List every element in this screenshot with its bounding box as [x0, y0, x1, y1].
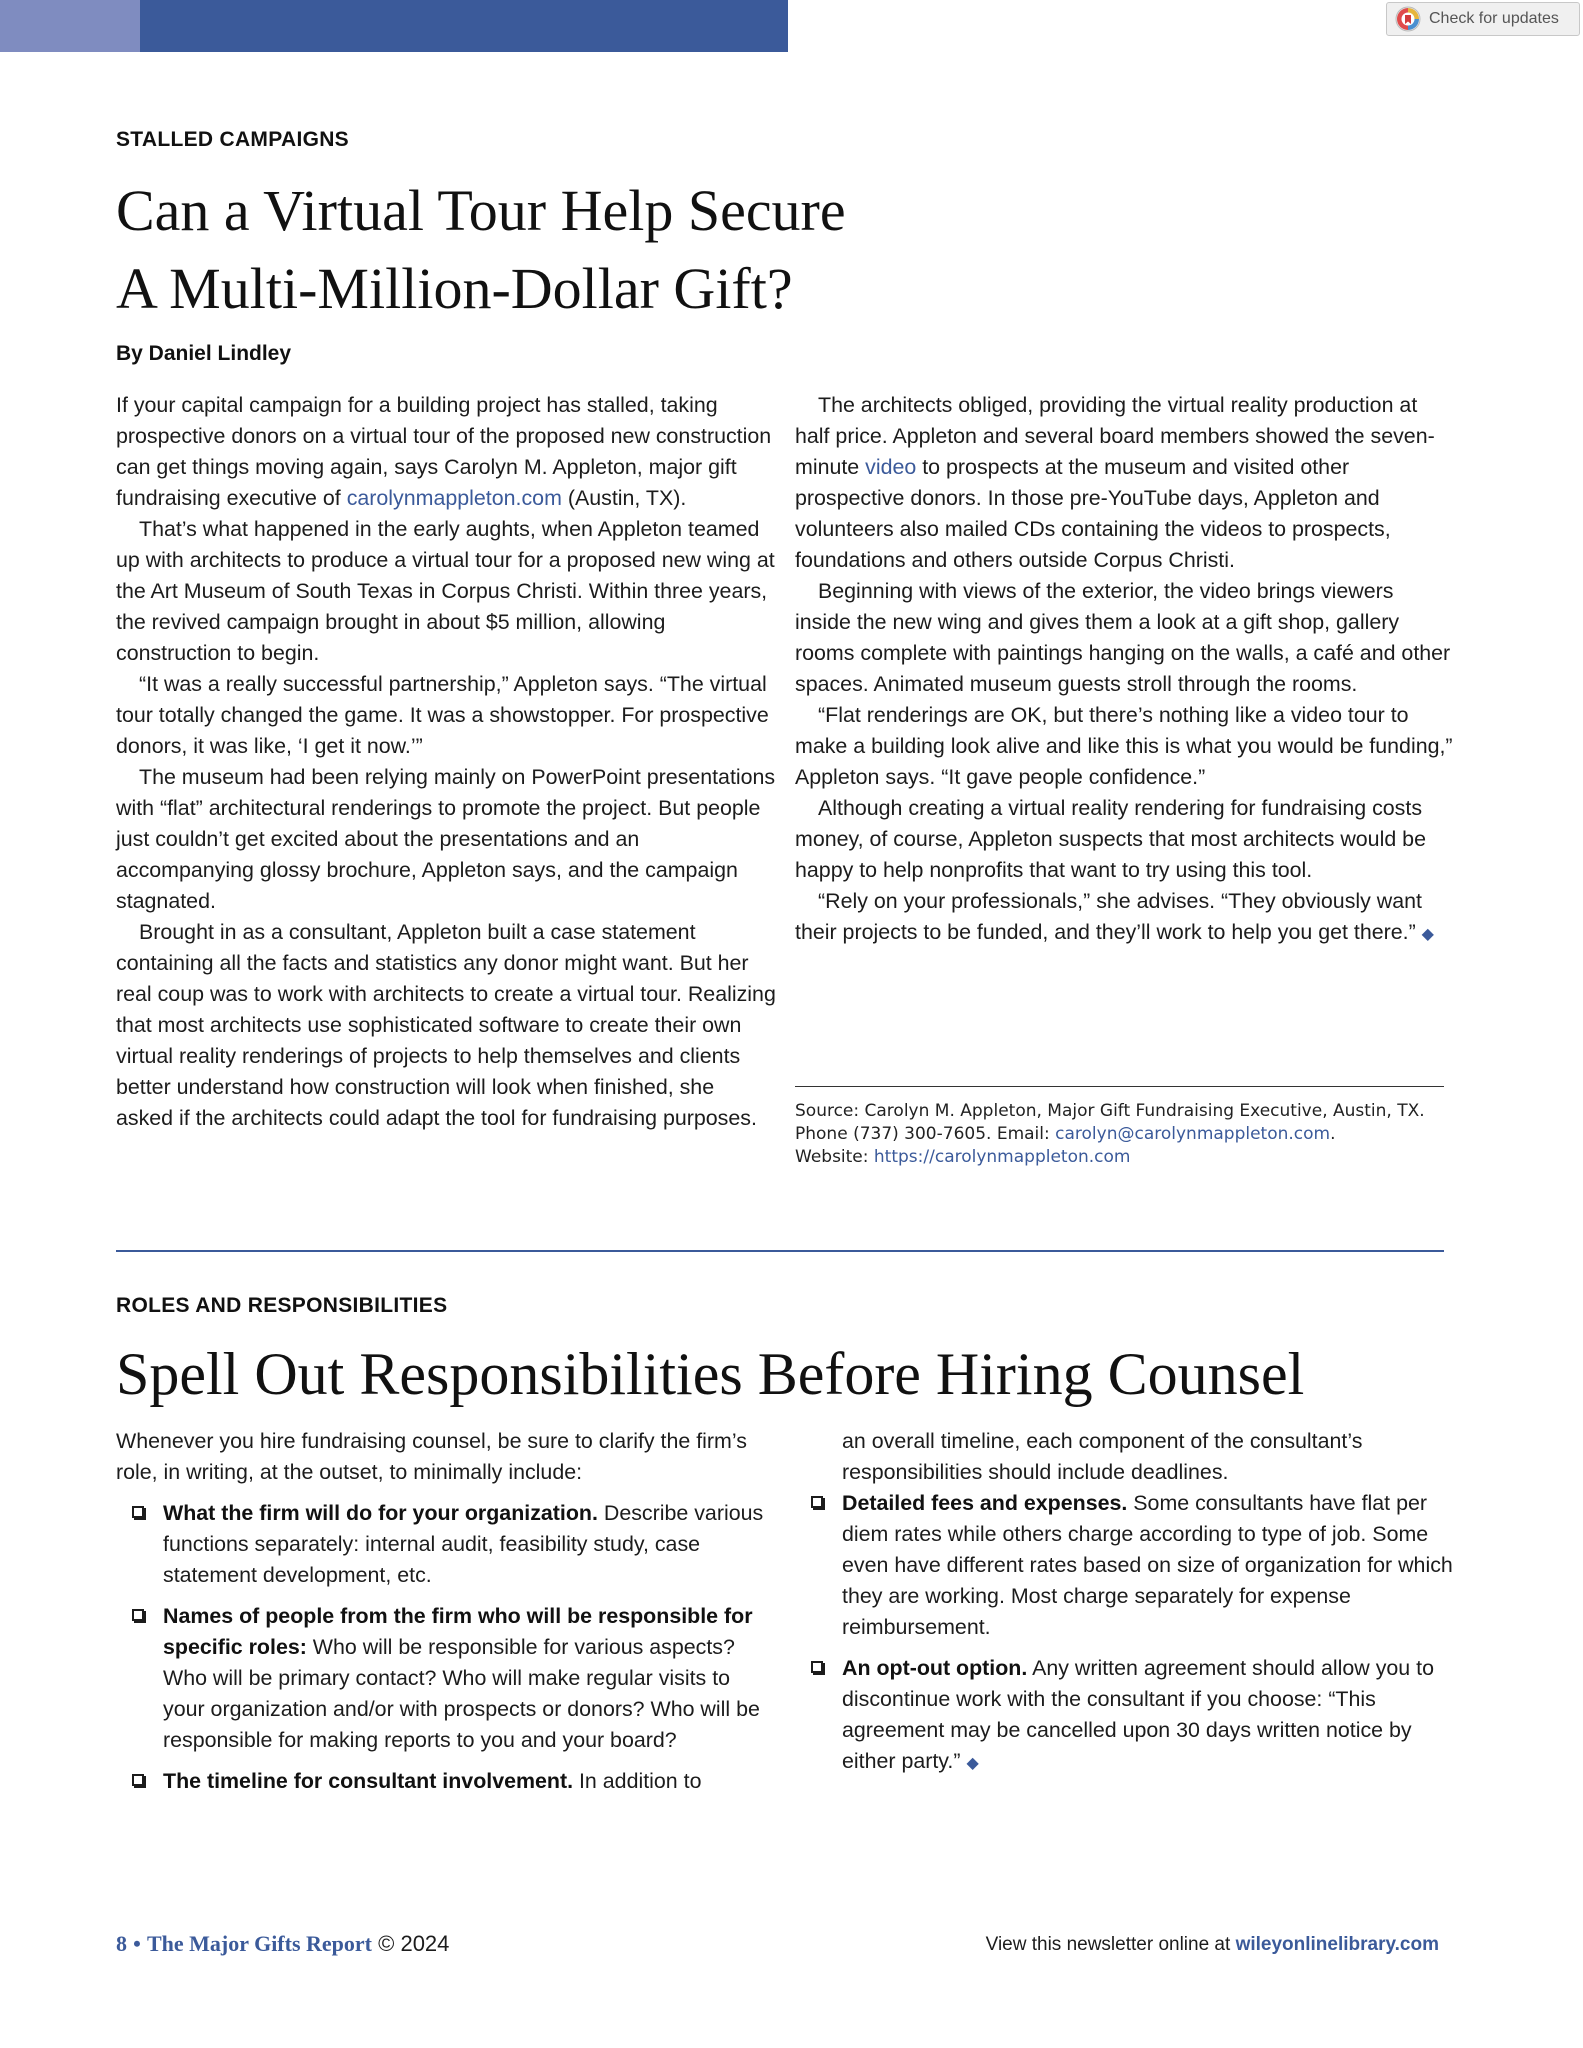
footer-bullet: • — [133, 1931, 141, 1956]
checkbox-bullet-icon — [811, 1661, 823, 1673]
section-divider — [116, 1250, 1444, 1252]
list-item: An opt-out option. Any written agreement should allow you to discontinue work with the consultant if you choose: “This agreement may be cancelled upon 30 days written notice by either party.” ◆ — [795, 1653, 1455, 1779]
section-label-roles: ROLES AND RESPONSIBILITIES — [116, 1294, 448, 1317]
checkbox-bullet-icon — [811, 1496, 823, 1508]
byline: By Daniel Lindley — [116, 342, 292, 365]
list-item-continued: an overall timeline, each component of the consultant’s responsibilities should include deadlines. — [842, 1429, 1363, 1484]
footer-online: View this newsletter online at wileyonlinelibrary.com — [985, 1934, 1439, 1955]
website-link[interactable]: https://carolynmappleton.com — [873, 1147, 1131, 1167]
end-mark-diamond-icon: ◆ — [1421, 926, 1434, 943]
end-mark-diamond-icon: ◆ — [966, 1755, 979, 1772]
video-link[interactable]: video — [865, 455, 917, 479]
check-for-updates-label: Check for updates — [1429, 10, 1559, 27]
article-1-column-2 — [795, 390, 1455, 950]
source-divider — [795, 1086, 1444, 1087]
section-label-stalled-campaigns: STALLED CAMPAIGNS — [116, 128, 349, 151]
article-1-paragraph-4: The museum had been relying mainly on PowerPoint presentations with “flat” architectural renderings to promote the project. But people just couldn’t get excited about the presentations and an accompanying glossy brochure, Appleton says, and the campaign stagnated. — [116, 765, 776, 913]
article-1-title — [116, 172, 1116, 328]
list-item: Detailed fees and expenses. Some consultants have flat per diem rates while others charge according to type of job. Some even have different rates based on size of organization for which they are working. Most charge separately for expense reimbursement. — [795, 1488, 1455, 1643]
copyright: © 2024 — [378, 1931, 450, 1956]
list-item: Names of people from the firm who will be responsible for specific roles: Who will be responsible for various aspects? Who will be primary contact? Who will make regular visits to your organization and/or with prospects or donors? Who will be responsible for making reports to you and your board? — [116, 1601, 776, 1756]
article-1-paragraph-1: If your capital campaign for a building project has stalled, taking prospective donors on a virtual tour of the proposed new construction can get things moving again, says Carolyn M. Appleton, major gift fundraising executive of carolynmappleton.com (Austin, TX). — [116, 393, 772, 510]
header-band-light — [0, 0, 140, 52]
publication-name: The Major Gifts Report — [146, 1931, 373, 1956]
source-note — [795, 1100, 1455, 1169]
source-contact-line: Phone (737) 300-7605. Email: carolyn@carolynmappleton.com. — [795, 1124, 1336, 1144]
article-1-column-1 — [116, 390, 776, 1134]
email-link[interactable]: carolyn@carolynmappleton.com — [1055, 1124, 1331, 1144]
article-2-column-2 — [795, 1426, 1455, 1789]
source-line-1: Source: Carolyn M. Appleton, Major Gift Fundraising Executive, Austin, TX. — [795, 1101, 1425, 1121]
article-2-title: Spell Out Responsibilities Before Hiring Counsel — [116, 1341, 1305, 1407]
article-1-paragraph-7: Beginning with views of the exterior, the video brings viewers inside the new wing and gives them a look at a gift shop, gallery rooms complete with paintings hanging on the walls, a café and other spaces. Animated museum guests stroll through the rooms. — [795, 579, 1451, 696]
source-website-line: Website: https://carolynmappleton.com — [795, 1147, 1131, 1167]
article-1-paragraph-8: “Flat renderings are OK, but there’s nothing like a video tour to make a building look alive and like this is what you would be funding,” Appleton says. “It gave people confidence.” — [795, 703, 1453, 789]
article-2-intro: Whenever you hire fundraising counsel, be sure to clarify the firm’s role, in writing, at the outset, to minimally include: — [116, 1429, 747, 1484]
list-item: The timeline for consultant involvement. In addition to — [116, 1766, 776, 1797]
article-1-paragraph-2: That’s what happened in the early aughts, when Appleton teamed up with architects to produce a virtual tour for a proposed new wing at the Art Museum of South Texas in Corpus Christi. Within three years, the revived campaign brought in about $5 million, allowing construction to begin. — [116, 517, 775, 665]
article-1-title-line-2: A Multi-Million-Dollar Gift? — [116, 256, 793, 321]
footer-publication — [116, 1931, 449, 1957]
checkbox-bullet-icon — [132, 1506, 144, 1518]
article-1-paragraph-3: “It was a really successful partnership,” Appleton says. “The virtual tour totally changed the game. It was a showstopper. For prospective donors, it was like, ‘I get it now.’” — [116, 672, 769, 758]
article-2-column-1 — [116, 1426, 776, 1807]
checkbox-bullet-icon — [132, 1774, 144, 1786]
wiley-online-library-link[interactable]: wileyonlinelibrary.com — [1235, 1934, 1439, 1955]
page-number: 8 — [116, 1931, 127, 1956]
carolynmappleton-link[interactable]: carolynmappleton.com — [346, 486, 562, 510]
responsibilities-list-part-2 — [795, 1488, 1455, 1779]
article-1-paragraph-5: Brought in as a consultant, Appleton built a case statement containing all the facts and statistics any donor might want. But her real coup was to work with architects to create a virtual tour. Realizing that most architects use sophisticated software to create their own virtual reality renderings of projects to help themselves and clients better understand how construction will look when finished, she asked if the architects could adapt the tool for fundraising purposes. — [116, 920, 776, 1130]
header-band-dark — [140, 0, 788, 52]
article-1-paragraph-6: The architects obliged, providing the virtual reality production at half price. Appleton and several board members showed the seven-minute video to prospects at the museum and visited other prospective donors. In those pre-YouTube days, Appleton and volunteers also mailed CDs containing the videos to prospects, foundations and others outside Corpus Christi. — [795, 393, 1435, 572]
article-1-paragraph-9: Although creating a virtual reality rendering for fundraising costs money, of course, Appleton suspects that most architects would be happy to help nonprofits that want to try using this tool. — [795, 796, 1426, 882]
article-1-title-line-1: Can a Virtual Tour Help Secure — [116, 178, 846, 243]
check-updates-icon — [1395, 6, 1421, 32]
checkbox-bullet-icon — [132, 1609, 144, 1621]
list-item: What the firm will do for your organization. Describe various functions separately: internal audit, feasibility study, case statement development, etc. — [116, 1498, 776, 1591]
check-for-updates-button[interactable] — [1386, 2, 1580, 36]
article-1-paragraph-10: “Rely on your professionals,” she advises. “They obviously want their projects to be funded, and they’ll work to help you get there.” ◆ — [795, 889, 1434, 944]
responsibilities-list-part-1 — [116, 1498, 776, 1797]
